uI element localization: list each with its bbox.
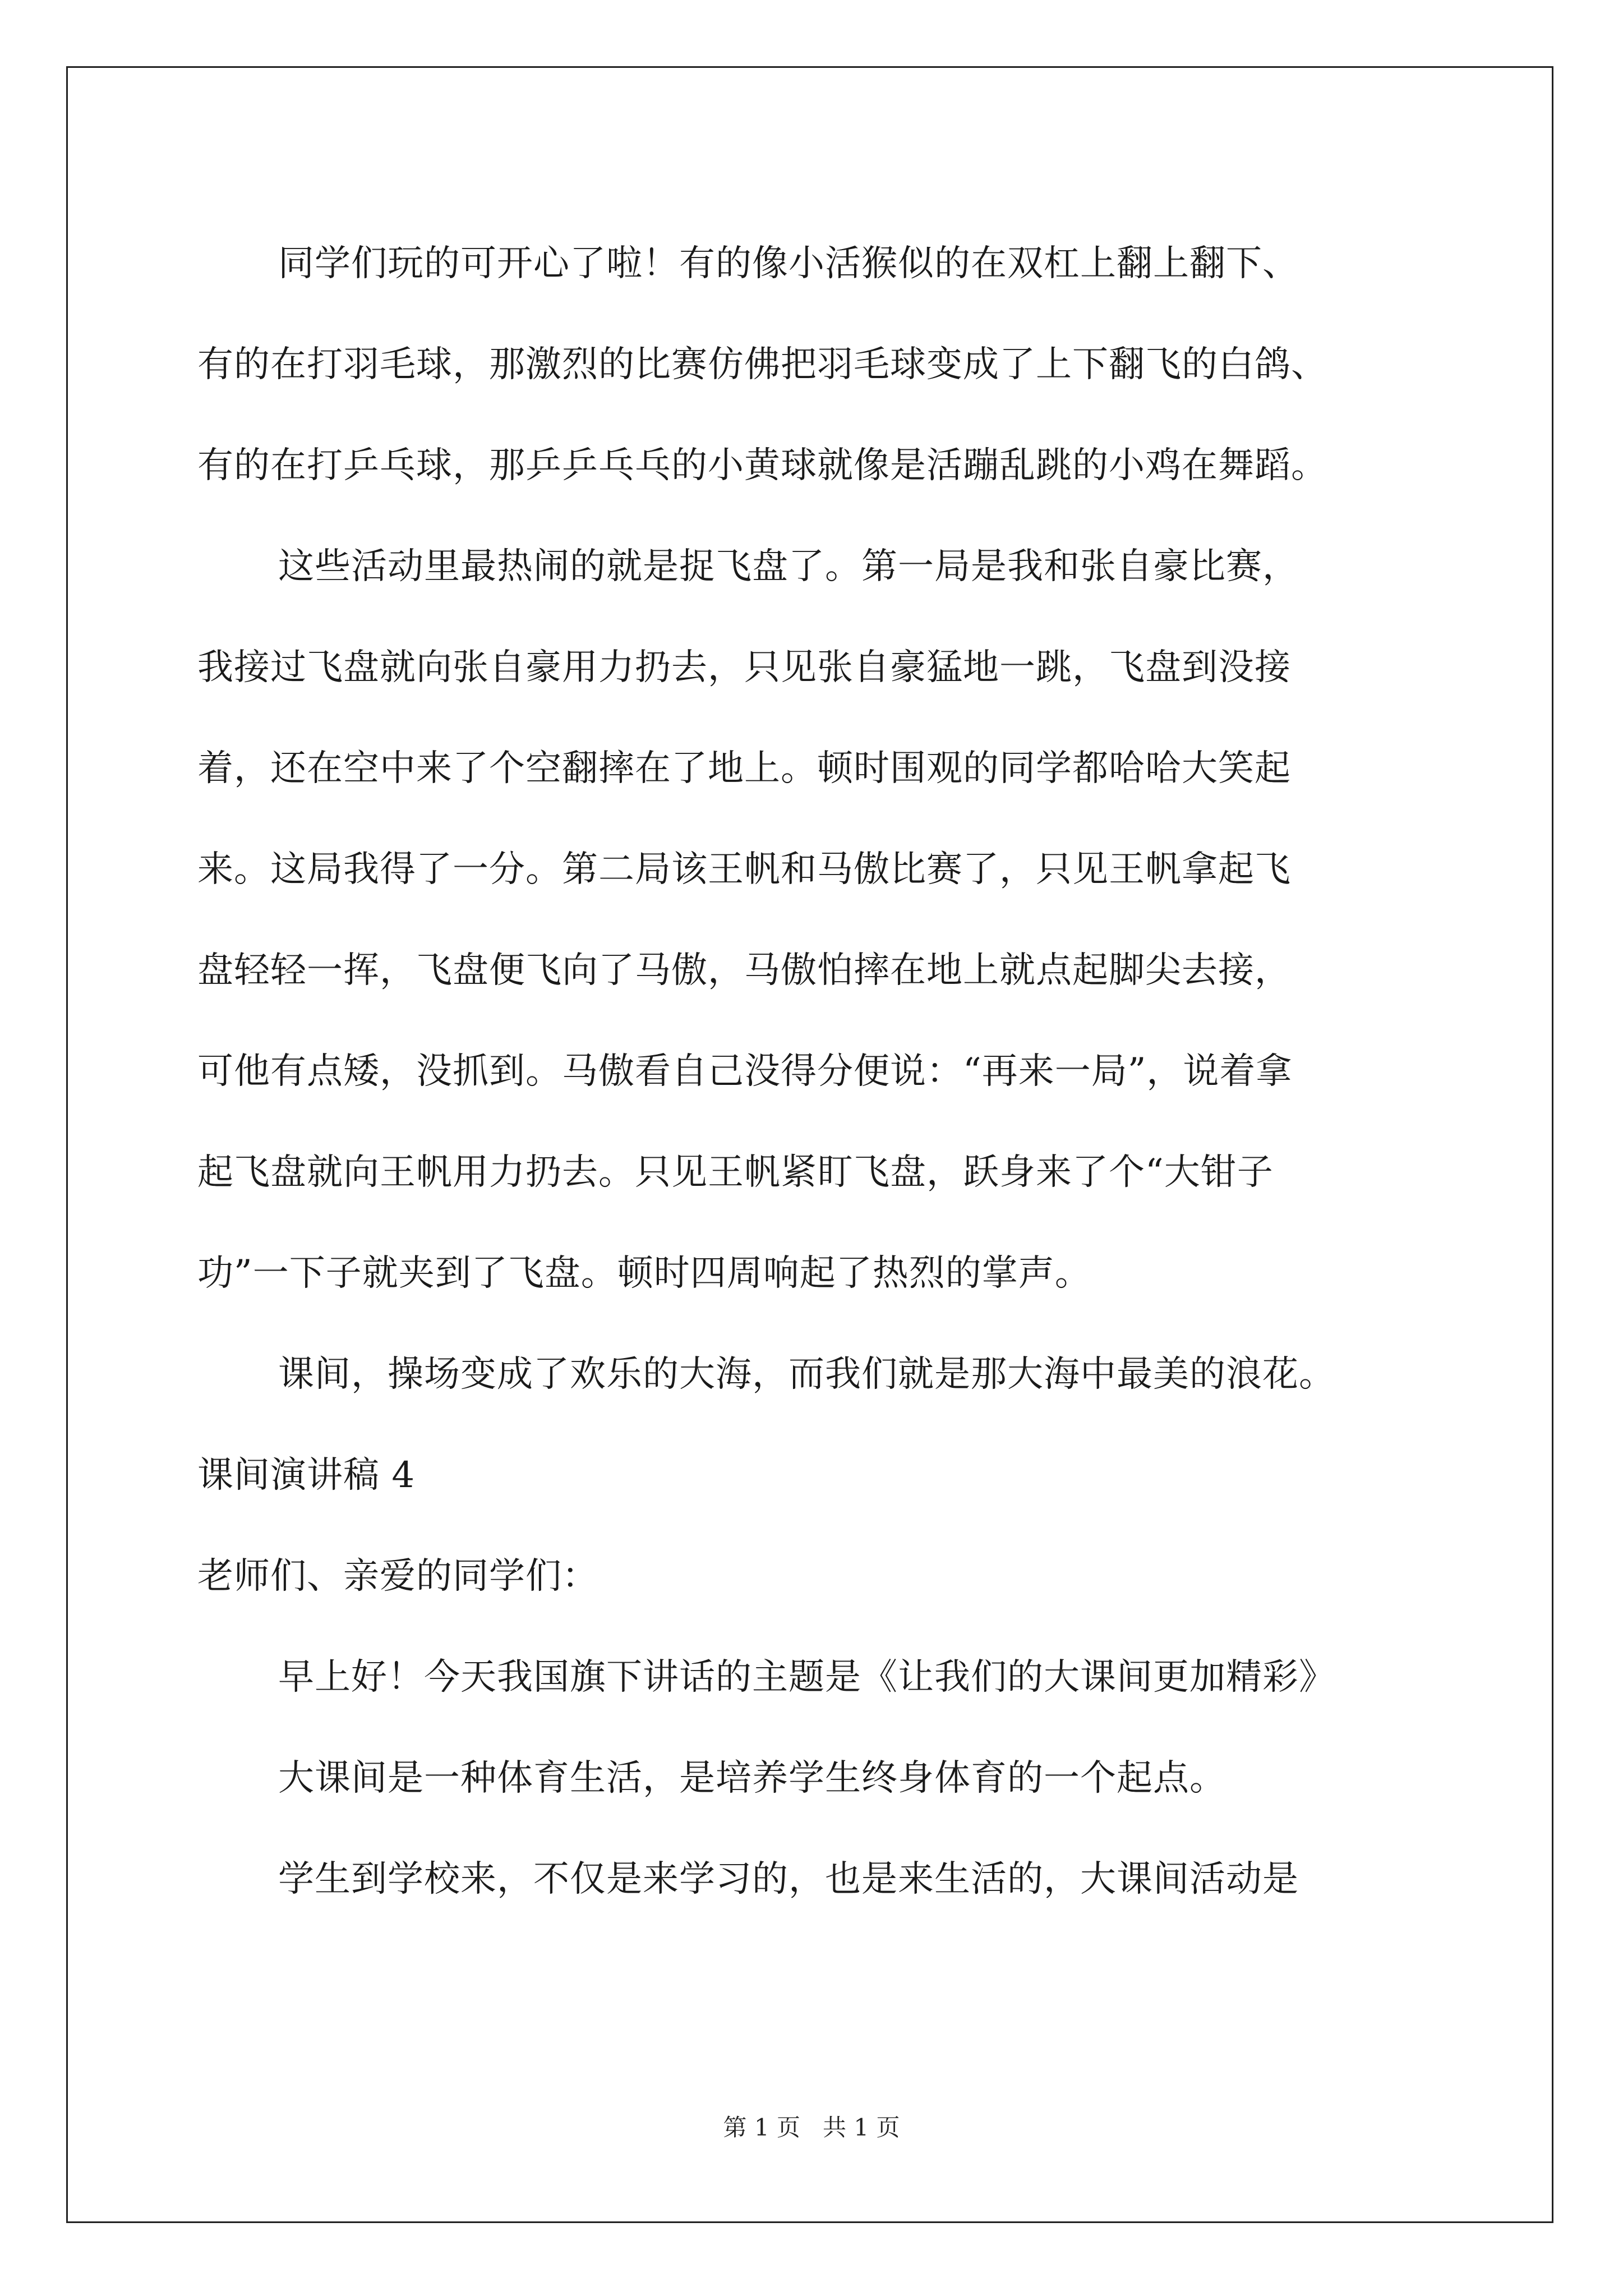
paragraph-line: 可他有点矮，没抓到。马傲看自己没得分便说：“再来一局”，说着拿	[197, 1051, 1293, 1092]
paragraph-line: 着，还在空中来了个空翻摔在了地上。顿时围观的同学都哈哈大笑起	[197, 748, 1291, 789]
paragraph-line: 学生到学校来，不仅是来学习的，也是来生活的，大课间活动是	[278, 1858, 1299, 1900]
page-number-footer: 第 1 页 共 1 页	[723, 2114, 900, 2141]
paragraph-line: 盘轻轻一挥，飞盘便飞向了马傲，马傲怕摔在地上就点起脚尖去接，	[197, 950, 1291, 991]
paragraph-line: 大课间是一种体育生活，是培养学生终身体育的一个起点。	[278, 1757, 1226, 1799]
paragraph-line: 功”一下子就夹到了飞盘。顿时四周响起了热烈的掌声。	[197, 1253, 1091, 1294]
paragraph-line: 来。这局我得了一分。第二局该王帆和马傲比赛了，只见王帆拿起飞	[197, 849, 1291, 890]
section-heading: 课间演讲稿 4	[197, 1455, 416, 1496]
paragraph-line: 这些活动里最热闹的就是捉飞盘了。第一局是我和张自豪比赛，	[278, 546, 1299, 587]
paragraph-line: 有的在打乒乓球，那乒乒乓乓的小黄球就像是活蹦乱跳的小鸡在舞蹈。	[197, 445, 1327, 486]
document-body	[197, 213, 1437, 1930]
paragraph-line: 课间，操场变成了欢乐的大海，而我们就是那大海中最美的浪花。	[278, 1354, 1335, 1395]
paragraph-line: 同学们玩的可开心了啦！有的像小活猴似的在双杠上翻上翻下、	[278, 243, 1299, 284]
paragraph-line: 起飞盘就向王帆用力扔去。只见王帆紧盯飞盘，跃身来了个“大钳子	[197, 1152, 1274, 1193]
paragraph-line: 早上好！今天我国旗下讲话的主题是《让我们的大课间更加精彩》	[278, 1657, 1335, 1698]
paragraph-line: 有的在打羽毛球，那激烈的比赛仿佛把羽毛球变成了上下翻飞的白鸽、	[197, 344, 1327, 385]
salutation: 老师们、亲爱的同学们：	[197, 1556, 598, 1597]
paragraph-line: 我接过飞盘就向张自豪用力扔去，只见张自豪猛地一跳，飞盘到没接	[197, 647, 1291, 688]
